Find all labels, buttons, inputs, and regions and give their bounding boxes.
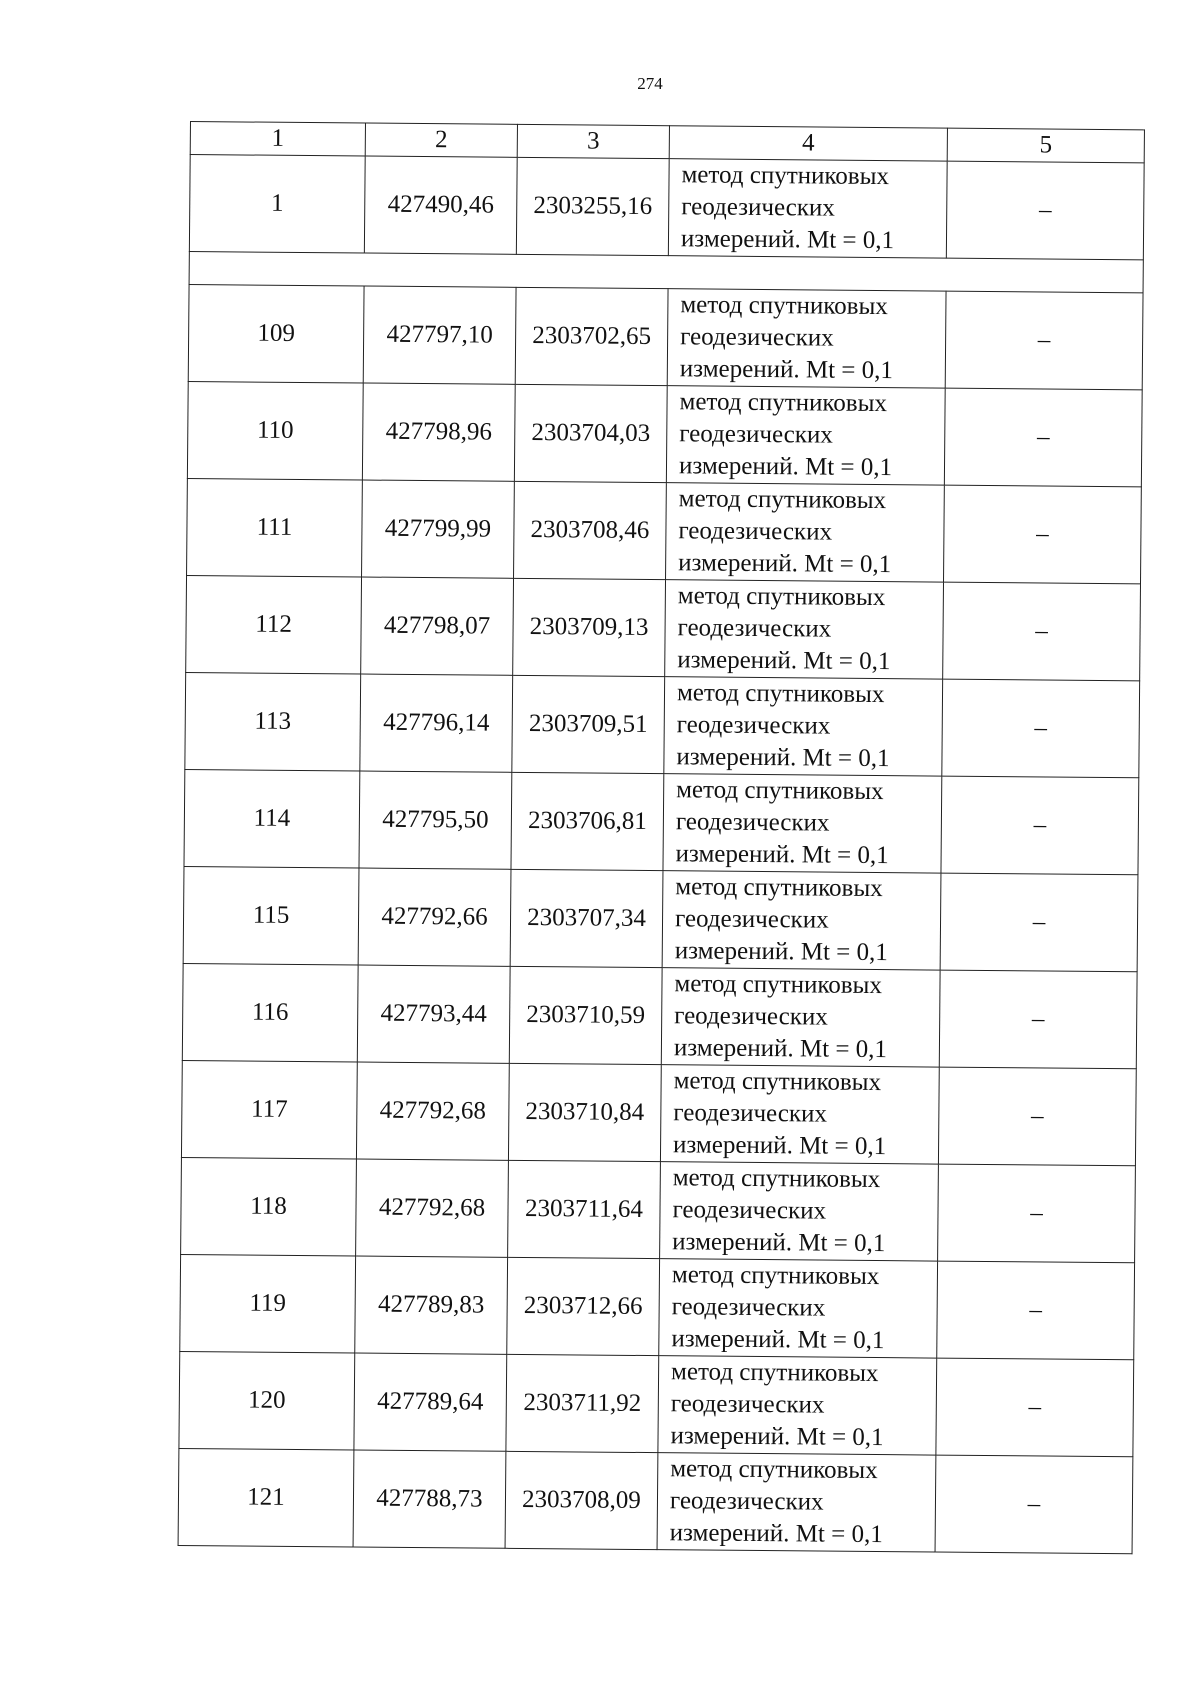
method-line: метод спутниковых <box>670 1358 879 1388</box>
table-row <box>187 381 1142 486</box>
method-line: измерений. Mt = 0,1 <box>671 1325 885 1355</box>
method-line: метод спутниковых <box>670 1455 878 1485</box>
method-line: измерений. Mt = 0,1 <box>674 937 888 967</box>
method-line: измерений. Mt = 0,1 <box>673 1034 888 1064</box>
column-5-value: – <box>944 388 1142 487</box>
point-number: 119 <box>180 1254 356 1353</box>
point-number: 114 <box>184 769 360 868</box>
method-line: метод спутниковых <box>677 582 886 612</box>
column-header: 4 <box>669 126 947 161</box>
column-5-value: – <box>943 582 1141 681</box>
x-coordinate: 427793,44 <box>357 965 510 1063</box>
method-line: геодезических <box>674 905 829 934</box>
column-5-value: – <box>936 1358 1134 1457</box>
method-cell <box>664 677 943 776</box>
method-line: метод спутниковых <box>680 291 888 321</box>
method-line: геодезических <box>671 1293 826 1322</box>
table-row <box>185 672 1140 777</box>
y-coordinate: 2303255,16 <box>516 157 669 255</box>
method-line: метод спутниковых <box>676 679 885 709</box>
column-5-value: – <box>938 1067 1136 1166</box>
method-line: геодезических <box>674 1002 828 1031</box>
column-5-value: – <box>942 679 1140 778</box>
method-line: метод спутниковых <box>671 1261 880 1291</box>
method-line: измерений. Mt = 0,1 <box>679 355 894 385</box>
method-line: измерений. Mt = 0,1 <box>678 549 892 579</box>
method-line: метод спутниковых <box>676 776 884 806</box>
method-cell <box>661 968 940 1067</box>
table-row <box>181 1157 1136 1262</box>
method-cell <box>660 1162 939 1261</box>
method-line: геодезических <box>679 420 833 449</box>
point-number: 116 <box>182 963 358 1062</box>
point-number: 113 <box>185 672 361 771</box>
method-line: геодезических <box>672 1196 827 1225</box>
method-line: измерений. Mt = 0,1 <box>677 646 891 676</box>
method-line: измерений. Mt = 0,1 <box>678 452 893 482</box>
column-header: 5 <box>947 128 1144 163</box>
point-number: 115 <box>183 866 359 965</box>
column-5-value: – <box>938 1164 1136 1263</box>
column-5-value: – <box>941 776 1139 875</box>
x-coordinate: 427797,10 <box>363 286 516 384</box>
method-line: геодезических <box>675 808 830 837</box>
method-cell <box>662 871 941 970</box>
method-line: геодезических <box>678 517 833 546</box>
method-line: геодезических <box>670 1390 825 1419</box>
x-coordinate: 427789,83 <box>355 1256 508 1354</box>
point-number: 109 <box>188 284 364 383</box>
column-header: 3 <box>517 124 669 158</box>
y-coordinate: 2303711,92 <box>506 1354 659 1452</box>
y-coordinate: 2303707,34 <box>510 869 663 967</box>
table-row <box>180 1254 1135 1359</box>
x-coordinate: 427789,64 <box>354 1353 507 1451</box>
y-coordinate: 2303704,03 <box>514 384 667 482</box>
column-5-value: – <box>940 873 1138 972</box>
point-number: 110 <box>187 381 363 480</box>
method-line: измерений. Mt = 0,1 <box>675 840 889 870</box>
method-line: измерений. Mt = 0,1 <box>676 743 890 773</box>
method-line: геодезических <box>669 1487 824 1516</box>
y-coordinate: 2303709,51 <box>512 675 665 773</box>
method-line: метод спутниковых <box>678 485 887 515</box>
column-5-value: – <box>945 291 1143 390</box>
method-line: метод спутниковых <box>679 388 888 418</box>
column-5-value: – <box>946 161 1144 260</box>
method-line: метод спутниковых <box>674 970 883 1000</box>
table-row <box>181 1060 1136 1165</box>
table-row <box>179 1351 1134 1456</box>
x-coordinate: 427788,73 <box>353 1450 506 1548</box>
column-5-value: – <box>944 485 1142 584</box>
point-number: 112 <box>186 575 362 674</box>
method-line: метод спутниковых <box>673 1067 882 1097</box>
method-line: измерений. Mt = 0,1 <box>670 1422 884 1452</box>
point-number: 118 <box>181 1157 357 1256</box>
column-header: 2 <box>365 123 517 157</box>
method-line: геодезических <box>681 193 835 222</box>
table-row <box>188 284 1143 389</box>
x-coordinate: 427798,96 <box>362 383 515 481</box>
method-line: метод спутниковых <box>681 161 890 191</box>
method-cell <box>658 1356 937 1455</box>
method-cell <box>660 1065 939 1164</box>
y-coordinate: 2303710,84 <box>508 1063 661 1161</box>
point-number: 111 <box>187 478 363 577</box>
point-number: 1 <box>189 155 365 254</box>
x-coordinate: 427792,66 <box>358 868 511 966</box>
table-row <box>178 1448 1133 1553</box>
column-5-value: – <box>935 1455 1133 1554</box>
method-cell <box>666 386 945 485</box>
point-number: 117 <box>181 1060 357 1159</box>
table-row <box>182 963 1137 1068</box>
x-coordinate: 427490,46 <box>364 156 517 254</box>
table-row <box>189 155 1144 260</box>
method-line: геодезических <box>676 711 831 740</box>
y-coordinate: 2303710,59 <box>509 966 662 1064</box>
method-cell <box>668 159 947 258</box>
method-cell <box>663 774 942 873</box>
method-cell <box>665 580 944 679</box>
y-coordinate: 2303708,09 <box>505 1451 658 1549</box>
method-cell <box>659 1259 938 1358</box>
method-line: геодезических <box>680 323 834 352</box>
point-number: 121 <box>178 1448 354 1547</box>
x-coordinate: 427796,14 <box>360 674 513 772</box>
y-coordinate: 2303706,81 <box>511 772 664 870</box>
table-row <box>184 769 1139 874</box>
y-coordinate: 2303712,66 <box>507 1257 660 1355</box>
y-coordinate: 2303702,65 <box>515 287 668 385</box>
table-row <box>183 866 1138 971</box>
method-cell <box>657 1453 936 1552</box>
table-row <box>187 478 1142 583</box>
column-header: 1 <box>190 122 365 157</box>
table-row <box>186 575 1141 680</box>
column-5-value: – <box>937 1261 1135 1360</box>
method-line: геодезических <box>677 614 832 643</box>
point-number: 120 <box>179 1351 355 1450</box>
y-coordinate: 2303711,64 <box>508 1160 661 1258</box>
x-coordinate: 427799,99 <box>362 480 515 578</box>
x-coordinate: 427795,50 <box>359 771 512 869</box>
table-body <box>178 284 1143 1553</box>
method-line: геодезических <box>673 1099 828 1128</box>
method-line: измерений. Mt = 0,1 <box>672 1228 886 1258</box>
method-line: измерений. Mt = 0,1 <box>680 225 895 255</box>
method-cell <box>666 483 945 582</box>
x-coordinate: 427792,68 <box>356 1062 509 1160</box>
method-line: измерений. Mt = 0,1 <box>672 1131 887 1161</box>
method-cell <box>667 289 946 388</box>
method-line: метод спутниковых <box>672 1164 881 1194</box>
column-5-value: – <box>939 970 1137 1069</box>
method-line: метод спутниковых <box>675 873 883 903</box>
y-coordinate: 2303708,46 <box>514 481 667 579</box>
x-coordinate: 427792,68 <box>356 1159 509 1257</box>
coordinates-table <box>178 121 1145 1554</box>
method-line: измерений. Mt = 0,1 <box>669 1519 883 1549</box>
y-coordinate: 2303709,13 <box>513 578 666 676</box>
x-coordinate: 427798,07 <box>361 577 514 675</box>
page-number: 274 <box>637 74 663 93</box>
